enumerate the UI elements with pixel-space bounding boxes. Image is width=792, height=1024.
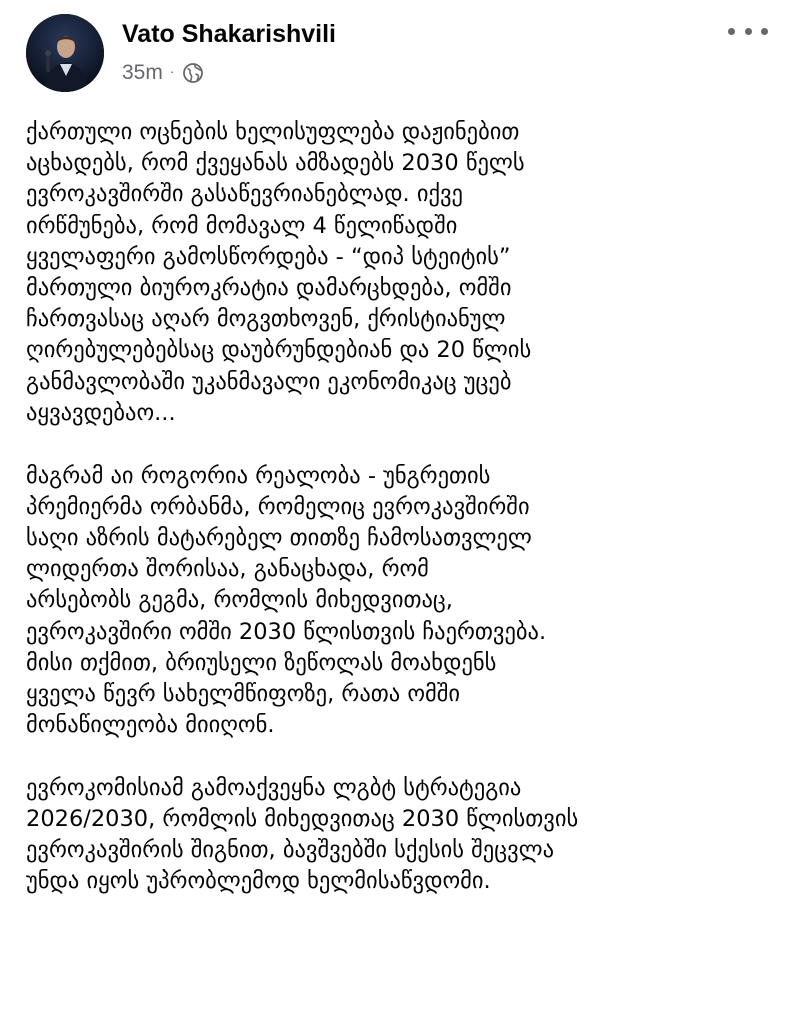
post-text-line: ქართული ოცნების ხელისუფლება დაჟინებით [26, 119, 520, 145]
post-text-line: აცხადებს, რომ ქვეყანას ამზადებს 2030 წელს [26, 150, 525, 177]
post-text-line: მაგრამ აი როგორია რეალობა - უნგრეთის [26, 462, 491, 489]
post-text-line: მისი თქმით, ბრიუსელი ზეწოლას მოახდენს [26, 649, 497, 676]
post-text-line: პრემიერმა ორბანმა, რომელიც ევროკავშირში [26, 493, 530, 520]
post-text-line: ირწმუნება, რომ მომავალ 4 წელიწადში [26, 212, 458, 239]
post-text-line: განმავლობაში უკანმავალი ეკონომიკაც უცებ [26, 368, 512, 395]
post-text-line: მონაწილეობა მიიღონ. [26, 712, 275, 739]
post-paragraph [26, 773, 776, 898]
post-text-line: ჩართვასაც აღარ მოგვთხოვენ, ქრისტიანულ [26, 306, 506, 333]
post-text-line: ღირებულებებსაც დაუბრუნდებიან და 20 წლის [26, 337, 532, 364]
post-text-line: არსებობს გეგმა, რომლის მიხედვითაც, [26, 587, 453, 614]
post-body [26, 117, 776, 929]
avatar-photo [26, 14, 104, 92]
post-text-line: უნდა იყოს უპრობლემოდ ხელმისაწვდომი. [26, 868, 491, 895]
post-text-line: ევროკავშირში გასაწევრიანებლად. იქვე [26, 181, 463, 208]
post-text-line: საღი აზრის მატარებელ თითზე ჩამოსათვლელ [26, 524, 532, 551]
avatar[interactable] [26, 14, 104, 92]
post-text-line: მართული ბიუროკრატია დამარცხდება, ომში [26, 275, 512, 302]
more-options-icon [728, 28, 735, 35]
post-text-line: ევროკავშირის შიგნით, ბავშვებში სქესის შეცვლა [26, 837, 555, 864]
more-options-icon [761, 28, 768, 35]
post-text-line: ლიდერთა შორისაა, განაცხადა, რომ [26, 556, 429, 583]
post-text-line: ევროკომისიამ გამოაქვეყნა ლგბტ სტრატეგია [26, 774, 522, 801]
post-text-line: 2026/2030, რომლის მიხედვითაც 2030 წლისთვის [26, 806, 579, 833]
meta-separator: · [169, 63, 175, 79]
post-text-line: ყველაფერი გამოსწორდება - “დიპ სტეიტის” [26, 243, 511, 270]
post-text-line: ყველა წევრ სახელმწიფოზე, რათა ომში [26, 680, 461, 707]
globe-icon[interactable] [182, 62, 204, 84]
post-text-line: ევროკავშირი ომში 2030 წლისთვის ჩაერთვება. [26, 618, 547, 645]
post-timestamp[interactable]: 35m [122, 61, 163, 84]
post-meta [122, 60, 204, 86]
post-paragraph [26, 117, 776, 429]
more-options-icon [745, 28, 752, 35]
more-options-button[interactable] [728, 20, 768, 42]
post-text-line: აყვავდებაო... [26, 399, 176, 426]
post-paragraph [26, 461, 776, 742]
author-name[interactable]: Vato Shakarishvili [122, 20, 336, 48]
post-header [0, 0, 792, 110]
